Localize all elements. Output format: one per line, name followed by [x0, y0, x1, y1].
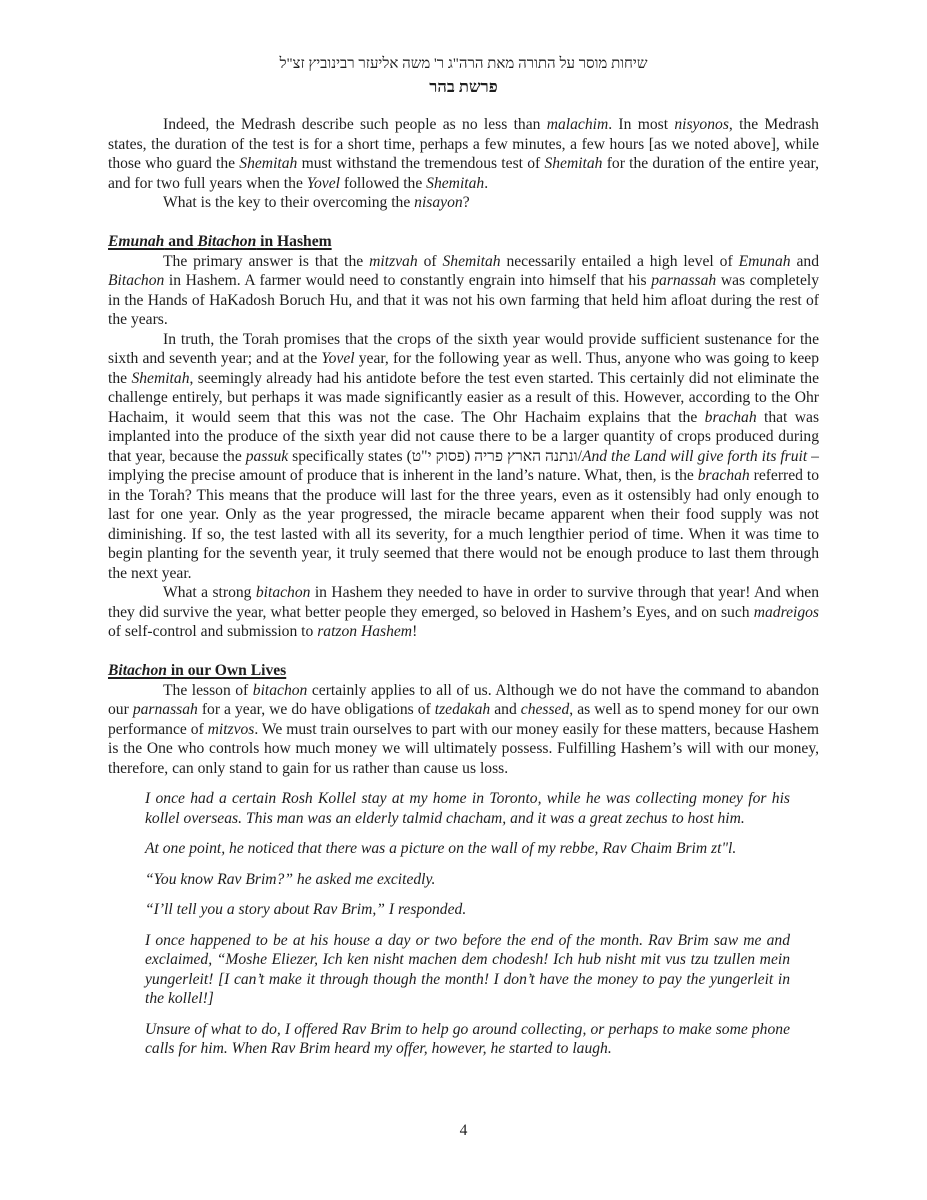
page-content — [108, 54, 819, 1059]
body-paragraph: What a strong bitachon in Hashem they needed to have in order to survive through that year! And when they did survive the year, what better people they emerged, so beloved in Hashem’s Eyes, and on such madreigos of self-control and submission to ratzon Hashem! — [108, 584, 819, 640]
page-header — [108, 54, 819, 98]
body-paragraph: What is the key to their overcoming the nisayon? — [163, 194, 470, 211]
quote-paragraph: I once happened to be at his house a day or two before the end of the month. Rav Brim saw me and exclaimed, “Moshe Eliezer, Ich ken nisht machen dem chodesh! Ich hub nisht mit vus tzu tzullen mein yungerleit! [I can’t make it through though the month! I don’t have the money to pay the yungerleit in the kollel!] — [145, 931, 790, 1007]
section-heading: Bitachon in our Own Lives — [108, 662, 287, 679]
quote-paragraph: Unsure of what to do, I offered Rav Brim to help go around collecting, or perhaps to make some phone calls for him. When Rav Brim heard my offer, however, he started to laugh. — [145, 1020, 790, 1057]
body-paragraph: In truth, the Torah promises that the crops of the sixth year would provide sufficient sustenance for the sixth and seventh year; and at the Yovel year, for the following year as well. Thus, anyone who was going to keep the Shemitah, seemingly already had his antidote before the test even started. This certainly did not eliminate the challenge entirely, but perhaps it was made significantly easier as a result of this. However, according to the Ohr Hachaim, it would seem that this was not the case. The Ohr Hachaim explains that the brachah that was implanted into the produce of the sixth year did not cause there to be a larger quantity of crops produced during that year, because the passuk specifically states ונתנה הארץ פריה (פסוק י"ט)/And the Land will give forth its fruit – implying the precise amount of produce that is inherent in the land’s nature. What, then, is the brachah referred to in the Torah? This means that the produce will last for the three years, even as it ostensibly had only enough to last for one year. Only as the year progressed, the miracle became apparent when their food supply was not diminishing. If so, the test lasted with all its severity, for a much lengthier period of time. When it was time to begin planting for the seventh year, it truly seemed that there would not be enough produce to last them through the next year. — [108, 330, 820, 582]
body-paragraph: Indeed, the Medrash describe such people as no less than malachim. In most nisyonos, the Medrash states, the duration of the test is for a short time, perhaps a few minutes, a few hours [as we noted above], while those who guard the Shemitah must withstand the tremendous test of Shemitah for the duration of the entire year, and for two full years when the Yovel followed the Shemitah. — [108, 116, 820, 192]
quote-paragraph: “You know Rav Brim?” he asked me excitedly. — [145, 870, 436, 888]
body-paragraph: The lesson of bitachon certainly applies to all of us. Although we do not have the command to abandon our parnassah for a year, we do have obligations of tzedakah and chessed, as well as to spend money for our own performance of mitzvos. We must train ourselves to part with our money easily for these matters, because Hashem is the One who controls how much money we will ultimately possess. Fulfilling Hashem’s will with our money, therefore, can only stand to gain for us rather than cause us loss. — [108, 681, 820, 777]
quote-paragraph: At one point, he noticed that there was a picture on the wall of my rebbe, Rav Chaim Brim zt"l. — [145, 840, 737, 857]
section-heading: Emunah and Bitachon in Hashem — [108, 233, 332, 250]
page-number: 4 — [459, 1122, 468, 1139]
document-title-hebrew: שיחות מוסר על התורה מאת הרה"ג ר' משה אליעזר רבינוביץ זצ"ל — [279, 56, 648, 72]
quote-paragraph: I once had a certain Rosh Kollel stay at my home in Toronto, while he was collecting money for his kollel overseas. This man was an elderly talmid chacham, and it was a great zechus to host him. — [145, 790, 790, 827]
document-body — [108, 115, 819, 1059]
body-paragraph: The primary answer is that the mitzvah of Shemitah necessarily entailed a high level of Emunah and Bitachon in Hashem. A farmer would need to constantly engrain into himself that his parnassah was completely in the Hands of HaKadosh Boruch Hu, and that it was not his own farming that held him afloat during the rest of the years. — [108, 252, 819, 328]
hebrew-inline-text: ונתנה הארץ פריה (פסוק י"ט) — [406, 447, 578, 465]
quote-paragraph: “I’ll tell you a story about Rav Brim,” I responded. — [145, 901, 467, 918]
parsha-subtitle-hebrew: פרשת בהר — [429, 77, 498, 96]
